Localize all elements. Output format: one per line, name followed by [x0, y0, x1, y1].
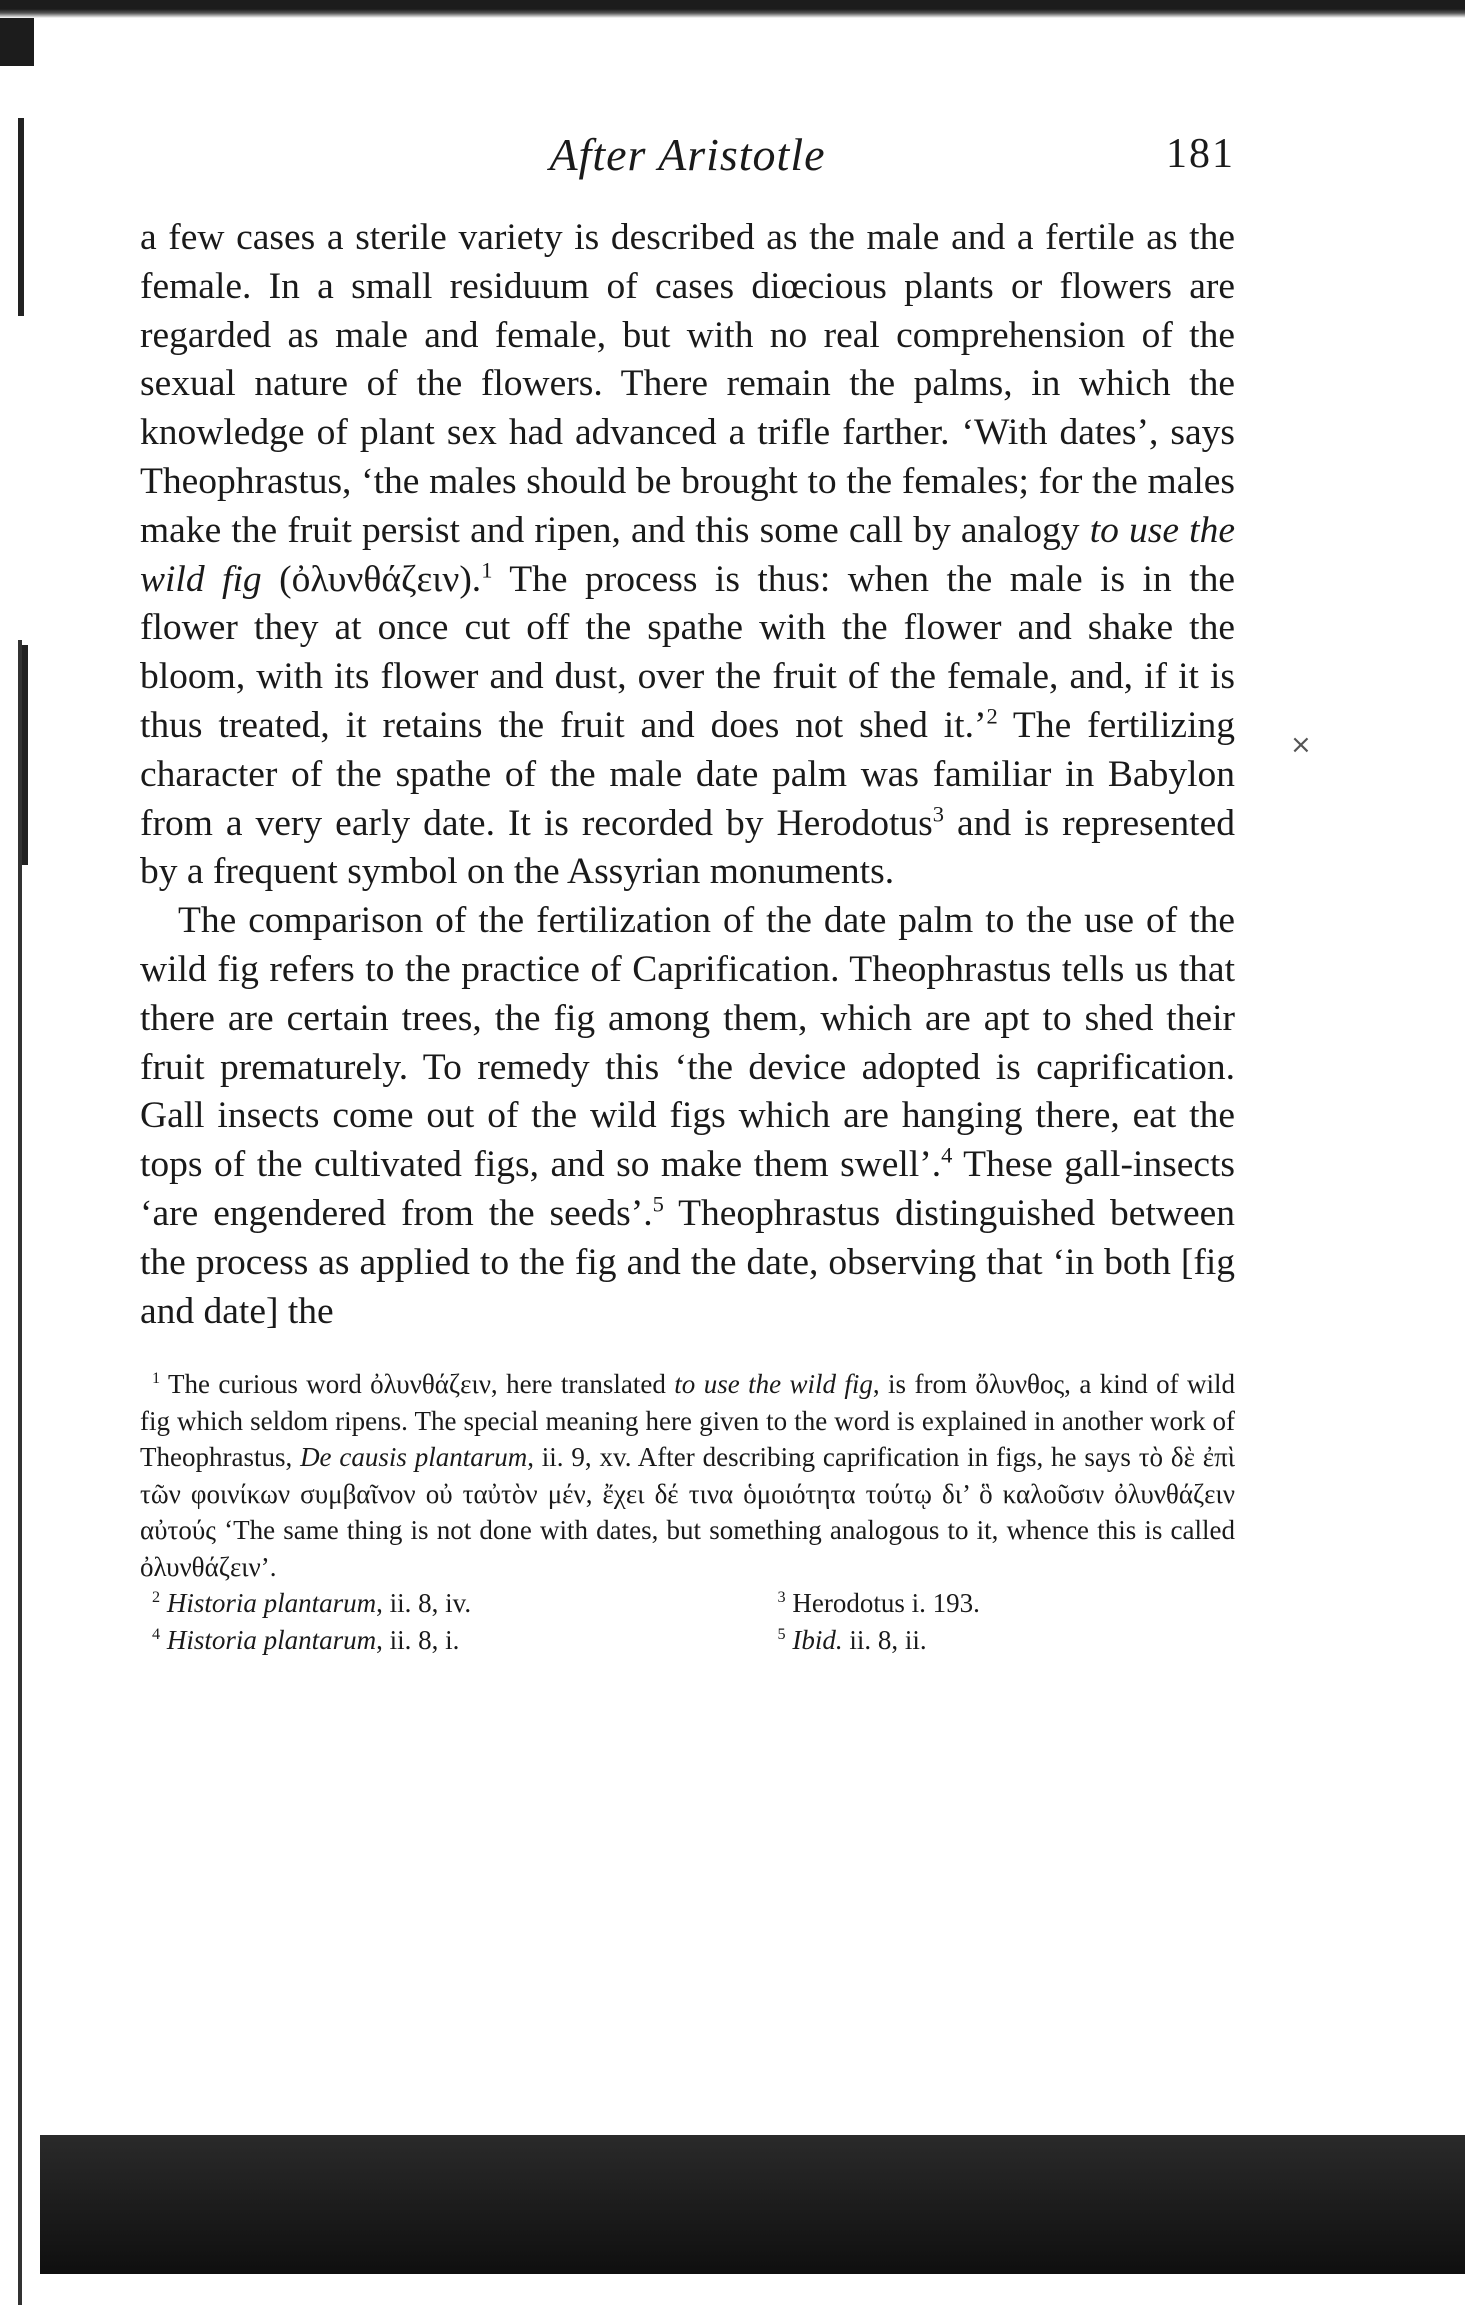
text-run: Herodotus i. 193.	[785, 1588, 980, 1619]
footnote-ref: 5	[652, 1191, 664, 1217]
book-page	[140, 128, 1235, 1658]
text-run: The comparison of the fertilization of the date palm to the use of the wild fig refers to the practice of Caprification. Theophrastus tells us that there are certain trees, the fig among them, which are apt to shed their fruit prematurely. To remedy this ‘the device adopted is caprification. Gall insects come out of the wild figs which are hanging there, eat the tops of the cultivated figs, and so make them swell’.	[140, 900, 1235, 1186]
text-run: , is from ὄλυνθος, a kind of wild fig which seldom ripens. The special meaning here given to the word is explained in another work of Theophrastus,	[140, 1369, 1236, 1473]
body-text	[140, 214, 1235, 1336]
footnote-4	[140, 1622, 688, 1659]
running-title: After Aristotle	[549, 129, 826, 180]
paragraph	[140, 214, 1235, 897]
italic-text: to use the wild fig	[140, 509, 1235, 600]
footnotes	[140, 1366, 1235, 1658]
text-run: The process is thus: when the male is in the flower they at once cut off the spathe with the flower and shake the bloom, with its flower and dust, over the fruit of the female, and, if it is thus treated, it retains the fruit and does not shed it.’	[140, 558, 1235, 746]
text-run: The fertilizing character of the spathe of the male date palm was familiar in Babylon from a very early date. It is recorded by Herodotus	[140, 704, 1235, 844]
italic-text: Ibid.	[792, 1624, 843, 1655]
page-number: 181	[1166, 131, 1235, 177]
top-scan-edge	[0, 0, 1465, 18]
text-run: ii. 8, ii.	[842, 1624, 927, 1655]
footnote-1	[140, 1366, 1235, 1585]
footnote-row	[140, 1585, 1235, 1622]
text-run: , ii. 8, iv.	[376, 1588, 472, 1619]
text-run: The curious word ὀλυνθάζειν, here translated	[160, 1369, 675, 1400]
text-run: , ii. 8, i.	[376, 1624, 460, 1655]
text-run: Theophrastus distinguished between the process as applied to the fig and the date, observing that ‘in both [fig and date] the	[140, 1192, 1235, 1332]
footnote-mark: 4	[152, 1624, 161, 1643]
footnote-mark: 2	[152, 1588, 161, 1607]
paragraph	[140, 897, 1235, 1336]
footnote-ref: 1	[481, 557, 493, 583]
text-run: These gall-insects ‘are engendered from the seeds’.	[140, 1144, 1235, 1234]
footnote-3	[688, 1585, 1236, 1622]
bottom-scan-edge	[40, 2135, 1465, 2274]
text-run: , ii. 9, xv. After describing caprification in figs, he says τὸ δὲ ἐπὶ τῶν φοινίκων συμβαῖνον οὐ ταὐτὸν μέν, ἔχει δέ τινα ὁμοιότητα τούτῳ δι’ ὃ καλοῦσιν ὀλυνθάζειν αὐτούς ‘The same thing is not done with dates, but something analogous to it, whence this is called ὀλυνθάζειν’.	[140, 1442, 1236, 1582]
left-scan-mark	[18, 118, 24, 316]
margin-annotation: ×	[1290, 730, 1312, 760]
text-run: and is represented by a frequent symbol on the Assyrian monuments.	[140, 802, 1235, 893]
footnote-row	[140, 1622, 1235, 1659]
left-scan-mark	[18, 640, 22, 2305]
footnote-mark: 1	[152, 1369, 161, 1388]
text-run: a few cases a sterile variety is described as the male and a fertile as the female. In a small residuum of cases diœcious plants or flowers are regarded as male and female, but with no real comprehension of the sexual nature of the flowers. There remain the palms, in which the knowledge of plant sex had advanced a trifle farther. ‘With dates’, says Theophrastus, ‘the males should be brought to the females; for the males make the fruit persist and ripen, and this some call by analogy	[140, 217, 1235, 551]
footnote-ref: 3	[932, 801, 945, 827]
italic-text: Historia plantarum	[166, 1588, 377, 1619]
footnote-ref: 4	[941, 1142, 953, 1168]
running-head	[140, 128, 1235, 200]
footnote-2	[140, 1585, 688, 1622]
text-run: (ὀλυνθάζειν).	[261, 558, 482, 600]
italic-text: to use the wild fig	[674, 1369, 873, 1400]
footnote-5	[688, 1622, 1236, 1659]
footnote-mark: 3	[777, 1588, 786, 1607]
italic-text: De causis plantarum	[300, 1442, 528, 1473]
italic-text: Historia plantarum	[166, 1624, 377, 1655]
footnote-mark: 5	[777, 1624, 786, 1643]
footnote-ref: 2	[986, 703, 998, 729]
